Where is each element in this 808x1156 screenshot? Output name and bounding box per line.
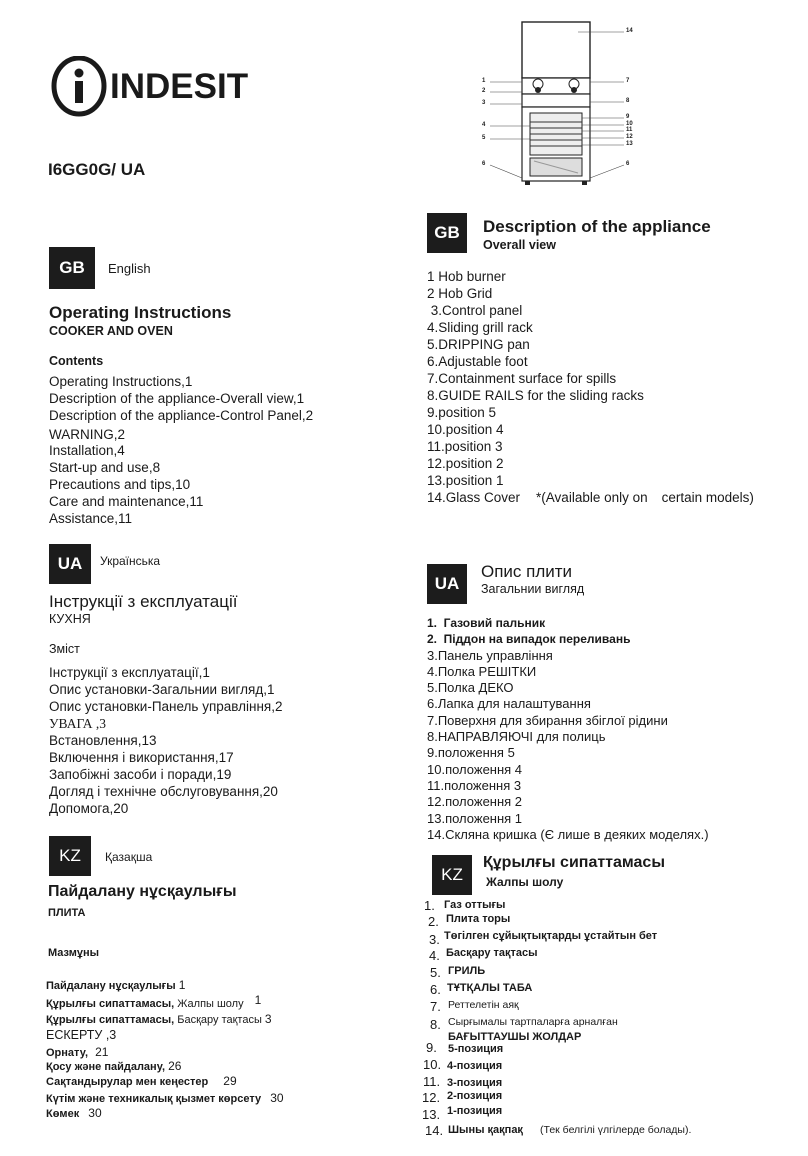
gb-contents-item: Description of the appliance-Control Panel,2 bbox=[49, 408, 314, 423]
gb-contents-item: Start-up and use,8 bbox=[49, 460, 161, 475]
gb-part-item: 9.position 5 bbox=[427, 405, 497, 420]
ua-subtitle: КУХНЯ bbox=[49, 612, 91, 626]
kz-part-item: 2-позиция bbox=[447, 1090, 503, 1102]
ua-contents-item: Інструкції з експлуатації,1 bbox=[49, 665, 210, 680]
kz-part-number: 5. bbox=[430, 965, 441, 980]
kz-contents-item: Сақтандырулар мен кеңестер 29 bbox=[46, 1074, 237, 1088]
kz-part-number: 8. bbox=[430, 1017, 441, 1032]
ua-parts-list bbox=[427, 615, 709, 843]
gb-part-item: 7.Containment surface for spills bbox=[427, 371, 617, 386]
kz-title: Пайдалану нұсқаулығы bbox=[48, 883, 237, 900]
gb-part-item: 11.position 3 bbox=[427, 439, 503, 454]
ua-contents-item: Запобіжні засоби і поради,19 bbox=[49, 767, 232, 782]
kz-badge: KZ bbox=[49, 836, 91, 876]
ua-part-item: 3.Панель управління bbox=[427, 647, 553, 663]
kz-subtitle: ПЛИТА bbox=[48, 907, 86, 919]
gb-part-item: 12.position 2 bbox=[427, 456, 504, 471]
gb-contents-item: Care and maintenance,11 bbox=[49, 494, 204, 509]
kz-parts-list bbox=[424, 896, 804, 1141]
gb-part-item: 2 Hob Grid bbox=[427, 286, 493, 301]
ua-part-item: 2. Піддон на випадок переливань bbox=[427, 632, 631, 647]
ua-title: Інструкції з експлуатації bbox=[49, 592, 238, 611]
kz-contents-item: Қосу және пайдалану, 26 bbox=[46, 1059, 182, 1073]
kz-part-item: Газ оттығы bbox=[444, 899, 506, 911]
ua-part-item: 1. Газовий пальник bbox=[427, 616, 546, 630]
gb-language-label: English bbox=[108, 261, 151, 276]
gb-contents-heading: Contents bbox=[49, 354, 104, 368]
diagram-callout: 2 bbox=[482, 88, 486, 94]
ua-contents-item: Догляд і технічне обслуговування,20 bbox=[49, 784, 278, 799]
gb-contents-item: Precautions and tips,10 bbox=[49, 477, 191, 492]
kz-part-item: 3-позиция bbox=[447, 1077, 503, 1089]
gb-desc-title: Description of the appliance bbox=[483, 217, 711, 236]
ua-contents-item: Опис установки-Загальнии вигляд,1 bbox=[49, 682, 275, 697]
diagram-callout: 8 bbox=[626, 98, 630, 104]
gb-part-item: 10.position 4 bbox=[427, 422, 504, 437]
kz-contents-heading: Мазмұны bbox=[48, 947, 100, 959]
brand-logo bbox=[48, 56, 263, 118]
ua-part-item: 5.Полка ДЕКО bbox=[427, 680, 514, 696]
ua-part-item: 10.положення 4 bbox=[427, 761, 523, 777]
ua-contents-item: Опис установки-Панель управління,2 bbox=[49, 699, 283, 714]
kz-desc-title: Құрылғы сипаттамасы bbox=[483, 854, 665, 871]
kz-part-number: 10. bbox=[423, 1057, 442, 1072]
kz-language-label: Қазақша bbox=[105, 850, 153, 864]
diagram-callout: 10 bbox=[626, 121, 633, 127]
kz-contents-list bbox=[46, 978, 366, 1128]
kz-part-number: 1. bbox=[424, 898, 435, 913]
kz-contents-item: Пайдалану нұсқаулығы 1 bbox=[46, 978, 186, 992]
gb-contents-item: Assistance,11 bbox=[49, 511, 133, 526]
ua-part-item: 9.положення 5 bbox=[427, 745, 515, 761]
kz-part-number: 11. bbox=[423, 1074, 441, 1089]
ua-language-label: Українська bbox=[100, 554, 161, 568]
ua-contents-item: Встановлення,13 bbox=[49, 733, 157, 748]
ua-part-item: 6.Лапка для налаштування bbox=[427, 696, 591, 712]
gb-part-item: 1 Hob burner bbox=[427, 269, 506, 284]
ua-part-item: 13.положення 1 bbox=[427, 810, 523, 826]
kz-contents-item: Күтім және техникалық қызмет көрсету 30 bbox=[46, 1091, 284, 1105]
kz-desc-subtitle: Жалпы шолу bbox=[486, 875, 564, 889]
cooker-diagram bbox=[478, 18, 638, 186]
cooker-illustration-icon bbox=[478, 18, 638, 186]
ua-part-item: 4.Полка РЕШІТКИ bbox=[427, 663, 537, 679]
brand-name: INDESIT bbox=[110, 67, 249, 106]
kz-part-note: (Тек белгілі үлгілерде болады). bbox=[540, 1124, 692, 1136]
diagram-callout: 7 bbox=[626, 78, 630, 84]
gb-contents-item: Description of the appliance-Overall view,1 bbox=[49, 391, 305, 406]
gb-part-item: 14.Glass Cover *(Available only on certain models) bbox=[427, 490, 754, 505]
kz-part-item: Плита торы bbox=[446, 913, 511, 925]
kz-part-item: Төгілген сұйықтықтарды ұстайтын бет bbox=[444, 930, 658, 942]
kz-part-number: 3. bbox=[429, 932, 440, 947]
kz-part-item: ТҰТҚАЛЫ ТАБА bbox=[447, 982, 533, 994]
kz-contents-item: Көмек 30 bbox=[46, 1106, 102, 1120]
ua-part-item: 11.положення 3 bbox=[427, 777, 522, 793]
gb-part-item: 3.Control panel bbox=[427, 303, 523, 318]
kz-part-number: 14. bbox=[425, 1123, 444, 1138]
gb-part-item: 5.DRIPPING pan bbox=[427, 337, 530, 352]
kz-part-number: 12. bbox=[422, 1090, 441, 1105]
gb-subtitle: COOKER AND OVEN bbox=[49, 324, 173, 338]
kz-contents-item: Орнату, 21 bbox=[46, 1045, 109, 1059]
ua-badge: UA bbox=[49, 544, 91, 584]
diagram-callout: 6 bbox=[482, 161, 486, 167]
gb-badge: GB bbox=[49, 247, 95, 289]
gb-desc-badge: GB bbox=[427, 213, 467, 253]
ua-contents-heading: Зміст bbox=[49, 642, 80, 656]
diagram-callout: 3 bbox=[482, 100, 486, 106]
ua-contents-item: Допомога,20 bbox=[49, 801, 129, 816]
ua-part-item: 7.Поверхня для збирання збіглої рідини bbox=[427, 712, 668, 728]
kz-part-number: 2. bbox=[428, 914, 439, 929]
kz-part-item: 4-позиция bbox=[447, 1060, 503, 1072]
kz-part-item: Шыны қақпақ bbox=[448, 1124, 523, 1136]
kz-part-item: 5-позиция bbox=[448, 1043, 504, 1055]
diagram-callout: 4 bbox=[482, 122, 486, 128]
kz-contents-item: ЕСКЕРТУ ,3 bbox=[46, 1028, 117, 1042]
kz-desc-badge: KZ bbox=[432, 855, 472, 895]
model-number: I6GG0G/ UA bbox=[48, 160, 146, 179]
diagram-callout: 11 bbox=[626, 127, 633, 133]
diagram-callout: 6 bbox=[626, 161, 630, 167]
gb-desc-subtitle: Overall view bbox=[483, 238, 556, 252]
diagram-callout: 14 bbox=[626, 28, 633, 34]
diagram-callout: 12 bbox=[626, 134, 633, 140]
ua-part-item: 12.положення 2 bbox=[427, 794, 523, 810]
diagram-callout: 9 bbox=[626, 114, 630, 120]
ua-contents-item: УВАГА ,3 bbox=[49, 716, 107, 731]
gb-part-item: 13.position 1 bbox=[427, 473, 504, 488]
diagram-callout: 1 bbox=[482, 78, 486, 84]
ua-desc-title: Опис плити bbox=[481, 562, 573, 581]
kz-part-item: 1-позиция bbox=[447, 1105, 503, 1117]
ua-desc-subtitle: Загальнии вигляд bbox=[481, 582, 585, 596]
ua-desc-badge: UA bbox=[427, 564, 467, 604]
gb-part-item: 8.GUIDE RAILS for the sliding racks bbox=[427, 388, 644, 403]
gb-contents-item: Installation,4 bbox=[49, 443, 125, 458]
kz-part-number: 4. bbox=[429, 948, 440, 963]
ua-contents-item: Включення і використання,17 bbox=[49, 750, 234, 765]
kz-part-number: 13. bbox=[422, 1107, 441, 1122]
gb-contents-item: Operating Instructions,1 bbox=[49, 374, 193, 389]
diagram-callout: 13 bbox=[626, 141, 633, 147]
ua-part-item: 14.Скляна кришка (Є лише в деяких моделях.) bbox=[427, 826, 709, 842]
gb-parts-list bbox=[427, 268, 754, 506]
kz-part-item: Басқару тақтасы bbox=[446, 947, 538, 959]
gb-part-item: 6.Adjustable foot bbox=[427, 354, 528, 369]
kz-part-number: 9. bbox=[426, 1040, 437, 1055]
kz-part-number: 6. bbox=[430, 982, 441, 997]
kz-contents-item: Құрылғы сипаттамасы, Басқару тақтасы 3 bbox=[46, 1012, 272, 1026]
gb-contents-list bbox=[49, 373, 313, 527]
ua-part-item: 8.НАПРАВЛЯЮЧІ для полиць bbox=[427, 729, 606, 745]
gb-contents-item: WARNING,2 bbox=[49, 427, 126, 442]
diagram-callout: 5 bbox=[482, 135, 486, 141]
kz-part-number: 7. bbox=[430, 999, 441, 1014]
kz-part-item: ГРИЛЬ bbox=[448, 965, 486, 977]
kz-contents-item: Құрылғы сипаттамасы, Жалпы шолу 1 bbox=[46, 993, 262, 1010]
kz-part-item: Сырғымалы тартпаларға арналған bbox=[448, 1016, 618, 1028]
gb-part-item: 4.Sliding grill rack bbox=[427, 320, 533, 335]
gb-title: Operating Instructions bbox=[49, 303, 232, 322]
kz-part-item: Реттелетін аяқ bbox=[448, 999, 519, 1011]
ua-contents-list bbox=[49, 664, 283, 817]
kz-part-item: БАҒЫТТАУШЫ ЖОЛДАР bbox=[448, 1031, 582, 1043]
